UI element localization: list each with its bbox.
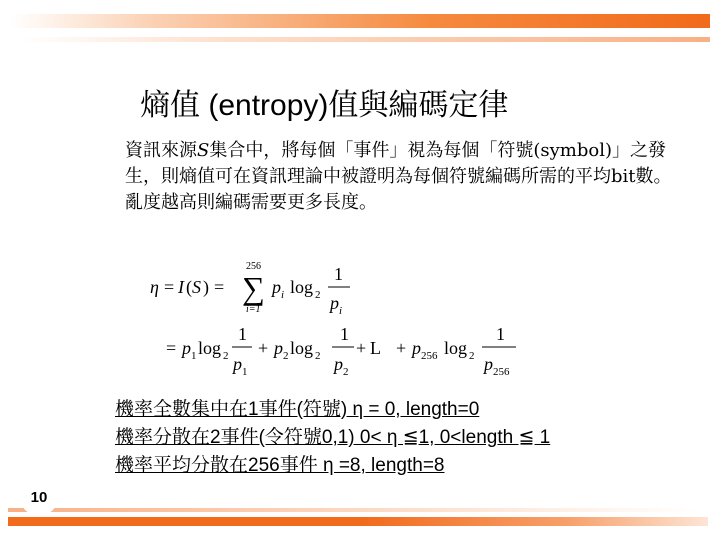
f2-p2: p: [274, 338, 283, 358]
f2-ellipsis: L: [370, 338, 381, 358]
f-log1-base: 2: [315, 289, 321, 301]
f2-frac2-num: 1: [340, 324, 349, 344]
note-item: 機率平均分散在256事件 η =8, length=8: [115, 455, 445, 476]
f-sum-upper: 256: [246, 261, 261, 272]
notes-list: [115, 396, 715, 480]
f-p1: p: [272, 277, 281, 297]
f-I: I: [178, 277, 184, 297]
f2-frac2-den-sub: 2: [343, 366, 349, 378]
f-eq1: =: [164, 277, 175, 297]
body-part2: 集合中，將每個「事件」視為每個「符號(symbol)」之發生，則熵值可在資訊理論中被證明為每個符號編碼所需的平均bit數。亂度越高則編碼需要更多長度。: [125, 140, 672, 213]
note-item: 機率分散在2事件(令符號0,1) 0< η ≦1, 0<length ≦ 1: [115, 427, 551, 448]
f-frac1-den-sub: i: [339, 305, 343, 317]
f2-log1-base: 2: [223, 350, 229, 362]
f-frac1-num: 1: [334, 264, 343, 284]
f2-log2-base: 2: [315, 350, 321, 362]
body-paragraph: [125, 138, 685, 216]
f2-log2: log: [290, 338, 314, 358]
top-decor-line: [20, 37, 710, 42]
bottom-decor-bar: [8, 517, 708, 526]
f2-plus1: +: [258, 338, 269, 358]
f-p1-sub: i: [281, 289, 285, 301]
f2-frac3-den: p: [484, 354, 493, 374]
entropy-formula: [148, 258, 688, 378]
f-frac1-den: p: [330, 293, 339, 313]
f-sum-lower: i=1: [246, 304, 261, 315]
f2-frac2-den: p: [334, 354, 343, 374]
f-sum-sigma: ∑: [242, 270, 265, 306]
f2-plus2: +: [356, 338, 367, 358]
top-decor-bar: [10, 14, 710, 28]
bottom-decor-line: [8, 508, 698, 512]
body-part1: 資訊來源: [125, 140, 197, 161]
f2-p1-sub: 1: [191, 350, 197, 362]
f2-frac1-num: 1: [238, 324, 247, 344]
f-log1: log: [290, 277, 314, 297]
page-number: 10: [20, 478, 58, 516]
f-paren-close: ): [203, 277, 209, 297]
f2-p256-sub: 256: [421, 350, 438, 362]
f2-frac1-den: p: [233, 354, 242, 374]
f-eta: η: [150, 277, 159, 297]
f2-log3-base: 2: [469, 350, 475, 362]
f2-eq: =: [166, 338, 177, 358]
f2-frac1-den-sub: 1: [242, 366, 248, 378]
f2-frac3-num: 1: [496, 324, 505, 344]
f-paren-open: (: [186, 277, 192, 297]
f2-p1: p: [182, 338, 191, 358]
f2-frac3-den-sub: 256: [493, 366, 510, 378]
f2-log3: log: [444, 338, 468, 358]
f2-plus3: +: [396, 338, 407, 358]
formula-svg: [148, 258, 688, 378]
f-S: S: [192, 277, 201, 297]
f2-log1: log: [198, 338, 222, 358]
f2-p2-sub: 2: [283, 350, 289, 362]
f-eq2: =: [214, 277, 225, 297]
body-var-s: S: [197, 140, 210, 161]
f2-p256: p: [412, 338, 421, 358]
slide-title: 熵值 (entropy)值與編碼定律: [140, 89, 509, 122]
note-item: 機率全數集中在1事件(符號) η = 0, length=0: [115, 399, 480, 420]
